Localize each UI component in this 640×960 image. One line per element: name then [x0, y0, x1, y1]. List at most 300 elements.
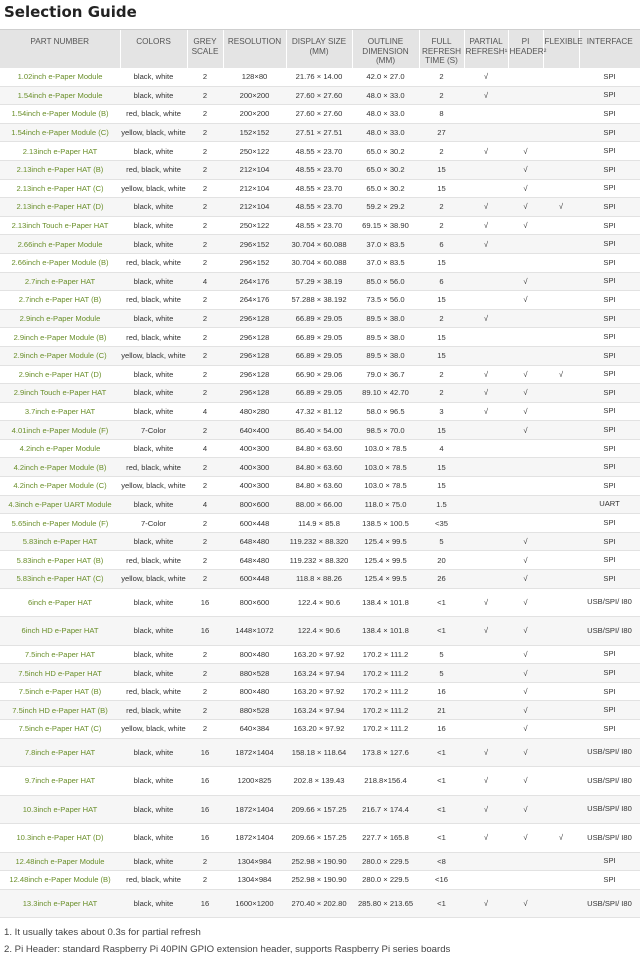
outline-dimension-cell: 125.4 × 99.5	[352, 551, 419, 570]
pi-header-cell: √	[508, 551, 543, 570]
outline-dimension-cell: 48.0 × 33.0	[352, 86, 419, 105]
interface-cell: SPI	[579, 514, 640, 533]
header-flexible: FLEXIBLE	[543, 30, 579, 68]
full-refresh-cell: 4	[419, 439, 464, 458]
part-number-link[interactable]: 2.13inch e-Paper HAT	[0, 142, 120, 161]
interface-cell: USB/SPI/ I80	[579, 617, 640, 646]
outline-dimension-cell: 103.0 × 78.5	[352, 439, 419, 458]
outline-dimension-cell: 285.80 × 213.65	[352, 889, 419, 918]
part-number-link[interactable]: 4.01inch e-Paper Module (F)	[0, 421, 120, 440]
part-number-link[interactable]: 13.3inch e-Paper HAT	[0, 889, 120, 918]
grey-scale-cell: 16	[187, 738, 223, 767]
full-refresh-cell: 2	[419, 309, 464, 328]
partial-refresh-cell	[464, 514, 508, 533]
part-number-link[interactable]: 7.5inch e-Paper HAT (C)	[0, 720, 120, 739]
display-size-cell: 27.60 × 27.60	[286, 86, 352, 105]
pi-header-cell	[508, 871, 543, 890]
display-size-cell: 163.24 × 97.94	[286, 701, 352, 720]
grey-scale-cell: 2	[187, 160, 223, 179]
interface-cell: SPI	[579, 179, 640, 198]
flexible-cell	[543, 701, 579, 720]
colors-cell: black, white	[120, 645, 187, 664]
grey-scale-cell: 4	[187, 495, 223, 514]
full-refresh-cell: <35	[419, 514, 464, 533]
pi-header-cell: √	[508, 160, 543, 179]
resolution-cell: 212×104	[223, 160, 286, 179]
partial-refresh-cell: √	[464, 889, 508, 918]
interface-cell: SPI	[579, 198, 640, 217]
flexible-cell	[543, 179, 579, 198]
display-size-cell: 48.55 × 23.70	[286, 160, 352, 179]
part-number-link[interactable]: 2.9inch e-Paper Module (C)	[0, 346, 120, 365]
table-row	[0, 852, 640, 871]
part-number-link[interactable]: 2.66inch e-Paper Module	[0, 235, 120, 254]
part-number-link[interactable]: 2.7inch e-Paper HAT (B)	[0, 291, 120, 310]
partial-refresh-cell: √	[464, 365, 508, 384]
outline-dimension-cell: 85.0 × 56.0	[352, 272, 419, 291]
selection-table	[0, 30, 640, 918]
grey-scale-cell: 2	[187, 458, 223, 477]
outline-dimension-cell: 48.0 × 33.0	[352, 105, 419, 124]
part-number-link[interactable]: 2.9inch e-Paper HAT (D)	[0, 365, 120, 384]
pi-header-cell	[508, 309, 543, 328]
resolution-cell: 1304×984	[223, 871, 286, 890]
outline-dimension-cell: 58.0 × 96.5	[352, 402, 419, 421]
resolution-cell: 296×128	[223, 346, 286, 365]
table-row	[0, 328, 640, 347]
full-refresh-cell: <1	[419, 795, 464, 824]
partial-refresh-cell: √	[464, 767, 508, 796]
outline-dimension-cell: 73.5 × 56.0	[352, 291, 419, 310]
colors-cell: red, black, white	[120, 291, 187, 310]
part-number-link[interactable]: 10.3inch e-Paper HAT (D)	[0, 824, 120, 853]
pi-header-cell: √	[508, 421, 543, 440]
display-size-cell: 119.232 × 88.320	[286, 551, 352, 570]
display-size-cell: 84.80 × 63.60	[286, 439, 352, 458]
interface-cell: USB/SPI/ I80	[579, 889, 640, 918]
part-number-link[interactable]: 5.83inch e-Paper HAT (B)	[0, 551, 120, 570]
flexible-cell	[543, 421, 579, 440]
part-number-link[interactable]: 4.2inch e-Paper Module (B)	[0, 458, 120, 477]
partial-refresh-cell: √	[464, 795, 508, 824]
pi-header-cell: √	[508, 824, 543, 853]
interface-cell: SPI	[579, 235, 640, 254]
header-resolution: RESOLUTION	[223, 30, 286, 68]
colors-cell: black, white	[120, 68, 187, 86]
resolution-cell: 640×400	[223, 421, 286, 440]
display-size-cell: 66.90 × 29.06	[286, 365, 352, 384]
interface-cell: SPI	[579, 701, 640, 720]
pi-header-cell	[508, 477, 543, 496]
grey-scale-cell: 2	[187, 365, 223, 384]
partial-refresh-cell: √	[464, 588, 508, 617]
grey-scale-cell: 2	[187, 142, 223, 161]
table-row	[0, 198, 640, 217]
full-refresh-cell: 8	[419, 105, 464, 124]
pi-header-cell	[508, 328, 543, 347]
full-refresh-cell: 15	[419, 328, 464, 347]
pi-header-cell: √	[508, 365, 543, 384]
part-number-link[interactable]: 5.65inch e-Paper Module (F)	[0, 514, 120, 533]
display-size-cell: 202.8 × 139.43	[286, 767, 352, 796]
resolution-cell: 264×176	[223, 272, 286, 291]
flexible-cell: √	[543, 198, 579, 217]
colors-cell: yellow, black, white	[120, 346, 187, 365]
display-size-cell: 114.9 × 85.8	[286, 514, 352, 533]
pi-header-cell	[508, 123, 543, 142]
display-size-cell: 30.704 × 60.088	[286, 235, 352, 254]
interface-cell: USB/SPI/ I80	[579, 588, 640, 617]
partial-refresh-cell: √	[464, 384, 508, 403]
interface-cell: SPI	[579, 645, 640, 664]
colors-cell: 7-Color	[120, 514, 187, 533]
page-title: Selection Guide	[0, 0, 640, 30]
outline-dimension-cell: 125.4 × 99.5	[352, 570, 419, 589]
table-row	[0, 682, 640, 701]
grey-scale-cell: 16	[187, 617, 223, 646]
resolution-cell: 648×480	[223, 551, 286, 570]
outline-dimension-cell: 170.2 × 111.2	[352, 664, 419, 683]
part-number-link[interactable]: 12.48inch e-Paper Module	[0, 852, 120, 871]
outline-dimension-cell: 170.2 × 111.2	[352, 701, 419, 720]
display-size-cell: 88.00 × 66.00	[286, 495, 352, 514]
partial-refresh-cell: √	[464, 86, 508, 105]
part-number-link[interactable]: 7.8inch e-Paper HAT	[0, 738, 120, 767]
full-refresh-cell: 2	[419, 198, 464, 217]
pi-header-cell	[508, 439, 543, 458]
grey-scale-cell: 16	[187, 767, 223, 796]
resolution-cell: 296×128	[223, 328, 286, 347]
part-number-link[interactable]: 7.5inch HD e-Paper HAT (B)	[0, 701, 120, 720]
full-refresh-cell: 5	[419, 645, 464, 664]
outline-dimension-cell: 48.0 × 33.0	[352, 123, 419, 142]
part-number-link[interactable]: 5.83inch e-Paper HAT (C)	[0, 570, 120, 589]
flexible-cell	[543, 551, 579, 570]
flexible-cell	[543, 514, 579, 533]
full-refresh-cell: <16	[419, 871, 464, 890]
interface-cell: USB/SPI/ I80	[579, 824, 640, 853]
partial-refresh-cell: √	[464, 824, 508, 853]
flexible-cell	[543, 402, 579, 421]
flexible-cell	[543, 458, 579, 477]
grey-scale-cell: 2	[187, 384, 223, 403]
partial-refresh-cell	[464, 551, 508, 570]
display-size-cell: 47.32 × 81.12	[286, 402, 352, 421]
display-size-cell: 163.20 × 97.92	[286, 645, 352, 664]
display-size-cell: 48.55 × 23.70	[286, 142, 352, 161]
colors-cell: yellow, black, white	[120, 570, 187, 589]
display-size-cell: 122.4 × 90.6	[286, 617, 352, 646]
table-row	[0, 160, 640, 179]
resolution-cell: 480×280	[223, 402, 286, 421]
table-row	[0, 384, 640, 403]
full-refresh-cell: 1.5	[419, 495, 464, 514]
part-number-link[interactable]: 5.83inch e-Paper HAT	[0, 532, 120, 551]
colors-cell: red, black, white	[120, 871, 187, 890]
pi-header-cell	[508, 86, 543, 105]
grey-scale-cell: 2	[187, 720, 223, 739]
outline-dimension-cell: 89.5 × 38.0	[352, 309, 419, 328]
part-number-link[interactable]: 7.5inch e-Paper HAT	[0, 645, 120, 664]
colors-cell: red, black, white	[120, 551, 187, 570]
outline-dimension-cell: 170.2 × 111.2	[352, 682, 419, 701]
outline-dimension-cell: 280.0 × 229.5	[352, 852, 419, 871]
flexible-cell	[543, 272, 579, 291]
partial-refresh-cell: √	[464, 309, 508, 328]
flexible-cell	[543, 216, 579, 235]
outline-dimension-cell: 89.5 × 38.0	[352, 346, 419, 365]
full-refresh-cell: 6	[419, 235, 464, 254]
table-row	[0, 871, 640, 890]
part-number-link[interactable]: 2.13inch e-Paper HAT (B)	[0, 160, 120, 179]
full-refresh-cell: 21	[419, 701, 464, 720]
grey-scale-cell: 2	[187, 216, 223, 235]
table-row	[0, 86, 640, 105]
part-number-link[interactable]: 1.54inch e-Paper Module (C)	[0, 123, 120, 142]
outline-dimension-cell: 138.5 × 100.5	[352, 514, 419, 533]
colors-cell: red, black, white	[120, 160, 187, 179]
grey-scale-cell: 2	[187, 477, 223, 496]
resolution-cell: 400×300	[223, 477, 286, 496]
interface-cell: SPI	[579, 570, 640, 589]
header-grey-scale: GREY SCALE	[187, 30, 223, 68]
interface-cell: SPI	[579, 142, 640, 161]
interface-cell: SPI	[579, 123, 640, 142]
partial-refresh-cell	[464, 328, 508, 347]
colors-cell: black, white	[120, 852, 187, 871]
partial-refresh-cell	[464, 253, 508, 272]
part-number-link[interactable]: 10.3inch e-Paper HAT	[0, 795, 120, 824]
interface-cell: SPI	[579, 664, 640, 683]
full-refresh-cell: 27	[419, 123, 464, 142]
resolution-cell: 1600×1200	[223, 889, 286, 918]
part-number-link[interactable]: 4.2inch e-Paper Module	[0, 439, 120, 458]
table-row	[0, 645, 640, 664]
table-row	[0, 272, 640, 291]
partial-refresh-cell	[464, 439, 508, 458]
grey-scale-cell: 2	[187, 664, 223, 683]
resolution-cell: 880×528	[223, 701, 286, 720]
partial-refresh-cell: √	[464, 198, 508, 217]
outline-dimension-cell: 138.4 × 101.8	[352, 588, 419, 617]
flexible-cell	[543, 439, 579, 458]
grey-scale-cell: 2	[187, 105, 223, 124]
display-size-cell: 209.66 × 157.25	[286, 824, 352, 853]
header-interface: INTERFACE	[579, 30, 640, 68]
part-number-link[interactable]: 3.7inch e-Paper HAT	[0, 402, 120, 421]
resolution-cell: 1304×984	[223, 852, 286, 871]
resolution-cell: 296×128	[223, 384, 286, 403]
part-number-link[interactable]: 2.9inch e-Paper Module	[0, 309, 120, 328]
display-size-cell: 48.55 × 23.70	[286, 179, 352, 198]
flexible-cell	[543, 346, 579, 365]
display-size-cell: 48.55 × 23.70	[286, 216, 352, 235]
display-size-cell: 84.80 × 63.60	[286, 458, 352, 477]
table-row	[0, 365, 640, 384]
interface-cell: UART	[579, 495, 640, 514]
part-number-link[interactable]: 6inch e-Paper HAT	[0, 588, 120, 617]
partial-refresh-cell	[464, 645, 508, 664]
pi-header-cell: √	[508, 617, 543, 646]
partial-refresh-cell: √	[464, 617, 508, 646]
grey-scale-cell: 2	[187, 68, 223, 86]
pi-header-cell	[508, 495, 543, 514]
table-row	[0, 421, 640, 440]
pi-header-cell: √	[508, 682, 543, 701]
interface-cell: SPI	[579, 477, 640, 496]
partial-refresh-cell: √	[464, 738, 508, 767]
full-refresh-cell: <1	[419, 588, 464, 617]
pi-header-cell: √	[508, 532, 543, 551]
colors-cell: black, white	[120, 142, 187, 161]
partial-refresh-cell: √	[464, 402, 508, 421]
resolution-cell: 296×152	[223, 253, 286, 272]
table-row	[0, 402, 640, 421]
table-row	[0, 738, 640, 767]
pi-header-cell	[508, 105, 543, 124]
resolution-cell: 200×200	[223, 105, 286, 124]
full-refresh-cell: 5	[419, 532, 464, 551]
table-row	[0, 346, 640, 365]
partial-refresh-cell	[464, 701, 508, 720]
interface-cell: SPI	[579, 551, 640, 570]
resolution-cell: 640×384	[223, 720, 286, 739]
full-refresh-cell: 3	[419, 402, 464, 421]
display-size-cell: 57.288 × 38.192	[286, 291, 352, 310]
partial-refresh-cell	[464, 477, 508, 496]
interface-cell: USB/SPI/ I80	[579, 738, 640, 767]
table-row	[0, 720, 640, 739]
display-size-cell: 84.80 × 63.60	[286, 477, 352, 496]
flexible-cell: √	[543, 824, 579, 853]
colors-cell: black, white	[120, 664, 187, 683]
resolution-cell: 600×448	[223, 570, 286, 589]
part-number-link[interactable]: 7.5inch e-Paper HAT (B)	[0, 682, 120, 701]
part-number-link[interactable]: 2.9inch e-Paper Module (B)	[0, 328, 120, 347]
pi-header-cell	[508, 458, 543, 477]
flexible-cell	[543, 645, 579, 664]
interface-cell: SPI	[579, 871, 640, 890]
interface-cell: SPI	[579, 291, 640, 310]
grey-scale-cell: 2	[187, 235, 223, 254]
partial-refresh-cell	[464, 570, 508, 589]
grey-scale-cell: 2	[187, 701, 223, 720]
part-number-link[interactable]: 6inch HD e-Paper HAT	[0, 617, 120, 646]
interface-cell: SPI	[579, 682, 640, 701]
colors-cell: red, black, white	[120, 328, 187, 347]
part-number-link[interactable]: 2.13inch e-Paper HAT (C)	[0, 179, 120, 198]
colors-cell: red, black, white	[120, 458, 187, 477]
grey-scale-cell: 2	[187, 852, 223, 871]
grey-scale-cell: 4	[187, 439, 223, 458]
table-row	[0, 664, 640, 683]
grey-scale-cell: 2	[187, 328, 223, 347]
full-refresh-cell: 15	[419, 291, 464, 310]
table-row	[0, 105, 640, 124]
interface-cell: SPI	[579, 720, 640, 739]
flexible-cell	[543, 86, 579, 105]
pi-header-cell: √	[508, 795, 543, 824]
outline-dimension-cell: 216.7 × 174.4	[352, 795, 419, 824]
grey-scale-cell: 2	[187, 291, 223, 310]
display-size-cell: 122.4 × 90.6	[286, 588, 352, 617]
part-number-link[interactable]: 2.9inch Touch e-Paper HAT	[0, 384, 120, 403]
outline-dimension-cell: 37.0 × 83.5	[352, 253, 419, 272]
interface-cell: SPI	[579, 458, 640, 477]
part-number-link[interactable]: 9.7inch e-Paper HAT	[0, 767, 120, 796]
pi-header-cell	[508, 68, 543, 86]
pi-header-cell	[508, 346, 543, 365]
full-refresh-cell: 16	[419, 720, 464, 739]
interface-cell: SPI	[579, 402, 640, 421]
colors-cell: red, black, white	[120, 253, 187, 272]
resolution-cell: 1448×1072	[223, 617, 286, 646]
pi-header-cell: √	[508, 701, 543, 720]
interface-cell: SPI	[579, 852, 640, 871]
full-refresh-cell: 2	[419, 142, 464, 161]
part-number-link[interactable]: 2.7inch e-Paper HAT	[0, 272, 120, 291]
part-number-link[interactable]: 4.2inch e-Paper Module (C)	[0, 477, 120, 496]
full-refresh-cell: 2	[419, 68, 464, 86]
resolution-cell: 250×122	[223, 142, 286, 161]
part-number-link[interactable]: 2.13inch Touch e-Paper HAT	[0, 216, 120, 235]
part-number-link[interactable]: 1.02inch e-Paper Module	[0, 68, 120, 86]
part-number-link[interactable]: 7.5inch HD e-Paper HAT	[0, 664, 120, 683]
pi-header-cell: √	[508, 720, 543, 739]
resolution-cell: 152×152	[223, 123, 286, 142]
flexible-cell	[543, 384, 579, 403]
display-size-cell: 21.76 × 14.00	[286, 68, 352, 86]
pi-header-cell: √	[508, 384, 543, 403]
flexible-cell	[543, 738, 579, 767]
display-size-cell: 118.8 × 88.26	[286, 570, 352, 589]
colors-cell: yellow, black, white	[120, 720, 187, 739]
grey-scale-cell: 2	[187, 198, 223, 217]
outline-dimension-cell: 79.0 × 36.7	[352, 365, 419, 384]
grey-scale-cell: 2	[187, 514, 223, 533]
table-row	[0, 216, 640, 235]
full-refresh-cell: 16	[419, 682, 464, 701]
display-size-cell: 66.89 × 29.05	[286, 328, 352, 347]
pi-header-cell	[508, 235, 543, 254]
part-number-link[interactable]: 1.54inch e-Paper Module	[0, 86, 120, 105]
resolution-cell: 800×600	[223, 588, 286, 617]
table-row	[0, 795, 640, 824]
outline-dimension-cell: 89.5 × 38.0	[352, 328, 419, 347]
part-number-link[interactable]: 2.66inch e-Paper Module (B)	[0, 253, 120, 272]
part-number-link[interactable]: 4.3inch e-Paper UART Module	[0, 495, 120, 514]
resolution-cell: 296×128	[223, 309, 286, 328]
interface-cell: SPI	[579, 328, 640, 347]
resolution-cell: 1872×1404	[223, 824, 286, 853]
part-number-link[interactable]: 12.48inch e-Paper Module (B)	[0, 871, 120, 890]
pi-header-cell: √	[508, 570, 543, 589]
resolution-cell: 296×152	[223, 235, 286, 254]
part-number-link[interactable]: 1.54inch e-Paper Module (B)	[0, 105, 120, 124]
grey-scale-cell: 2	[187, 253, 223, 272]
colors-cell: black, white	[120, 235, 187, 254]
grey-scale-cell: 16	[187, 588, 223, 617]
full-refresh-cell: 15	[419, 477, 464, 496]
colors-cell: black, white	[120, 495, 187, 514]
resolution-cell: 400×300	[223, 439, 286, 458]
partial-refresh-cell	[464, 421, 508, 440]
part-number-link[interactable]: 2.13inch e-Paper HAT (D)	[0, 198, 120, 217]
outline-dimension-cell: 170.2 × 111.2	[352, 645, 419, 664]
pi-header-cell: √	[508, 889, 543, 918]
full-refresh-cell: 2	[419, 384, 464, 403]
display-size-cell: 66.89 × 29.05	[286, 384, 352, 403]
